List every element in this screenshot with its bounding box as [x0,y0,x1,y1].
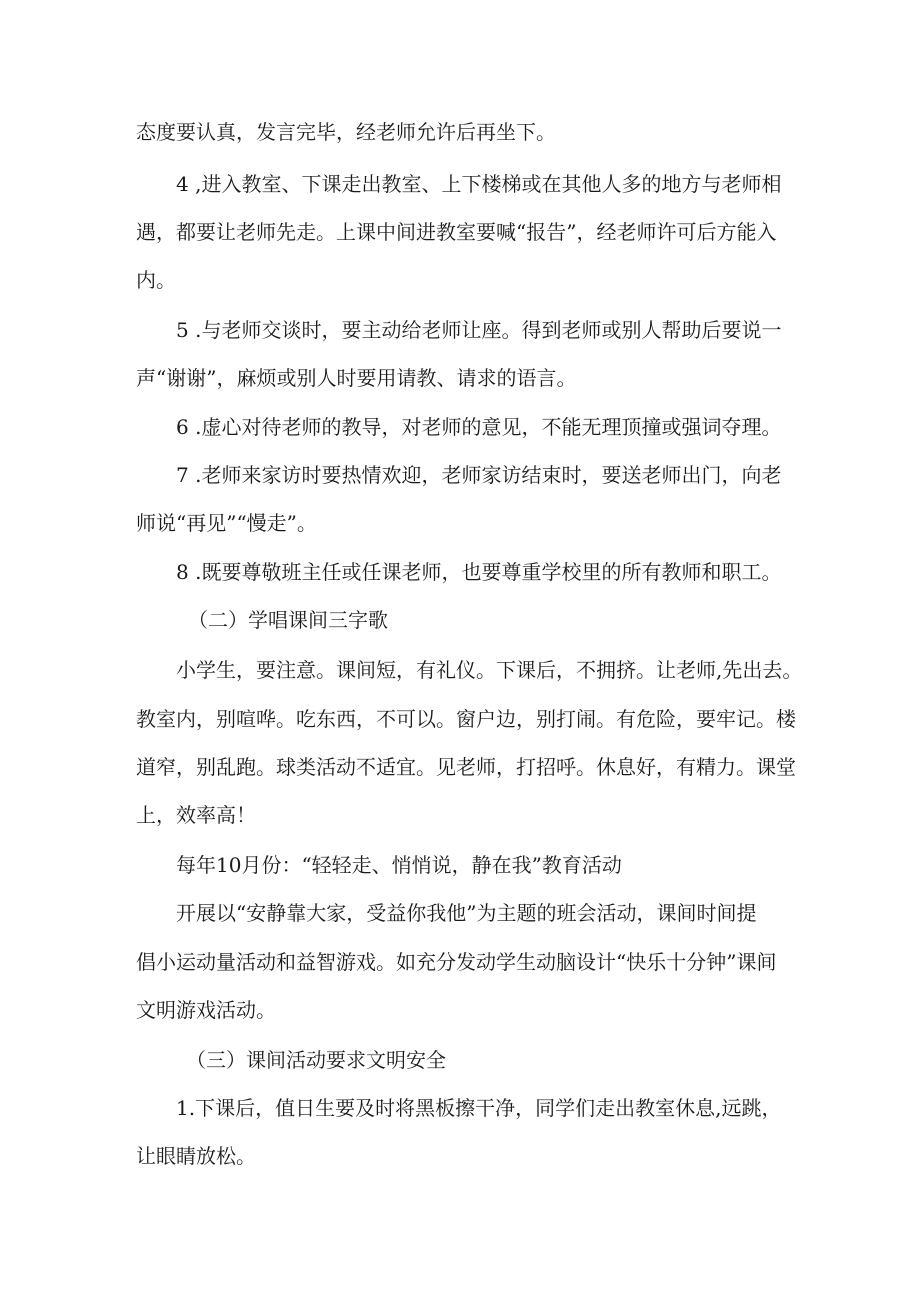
text-line: 遇，都要让老师先走。上课中间进教室要喊“报告”，经老师许可后方能入 [136,220,777,244]
text-line: 6 .虚心对待老师的教导，对老师的意见，不能无理顶撞或强词夺理。 [176,415,782,439]
section-heading: （三）课间活动要求文明安全 [186,1048,446,1072]
text-line: 声“谢谢”，麻烦或别人时要用请教、请求的语言。 [136,366,577,390]
text-line: 师说“再见”“慢走”。 [136,511,317,535]
text-line: 1.下课后，值日生要及时将黑板擦干净，同学们走出教室休息,远跳， [176,1096,782,1120]
text-line: 8 .既要尊敬班主任或任课老师，也要尊重学校里的所有教师和职工。 [176,560,782,584]
text-line: 4 ,进入教室、下课走出教室、上下楼梯或在其他人多的地方与老师相 [176,172,782,196]
text-line: 小学生，要注意。课间短，有礼仪。下课后，不拥挤。让老师,先出去。 [176,658,803,682]
text-line: 每年10月份：“轻轻走、悄悄说，静在我”教育活动 [176,853,622,877]
text-line: 5 .与老师交谈时，要主动给老师让座。得到老师或别人帮助后要说一 [176,318,782,342]
text-line: 道窄，别乱跑。球类活动不适宜。见老师，打招呼。休息好，有精力。课堂 [136,755,796,779]
text-line: 让眼睛放松。 [136,1144,256,1168]
text-line: 内。 [136,268,176,292]
text-line: 开展以“安静靠大家，受益你我他”为主题的班会活动，课间时间提 [176,901,757,925]
text-line: 倡小运动量活动和益智游戏。如充分发动学生动脑设计“快乐十分钟”课间 [136,950,777,974]
section-heading: （二）学唱课间三字歌 [188,608,388,632]
text-line: 上，效率高！ [136,803,256,827]
text-line: 7 .老师来家访时要热情欢迎，老师家访结束时，要送老师出门，向老 [176,463,782,487]
text-line: 态度要认真，发言完毕，经老师允许后再坐下。 [136,120,556,144]
text-line: 教室内，别喧哗。吃东西，不可以。窗户边，别打闹。有危险，要牢记。楼 [136,707,796,731]
text-line: 文明游戏活动。 [136,998,276,1022]
